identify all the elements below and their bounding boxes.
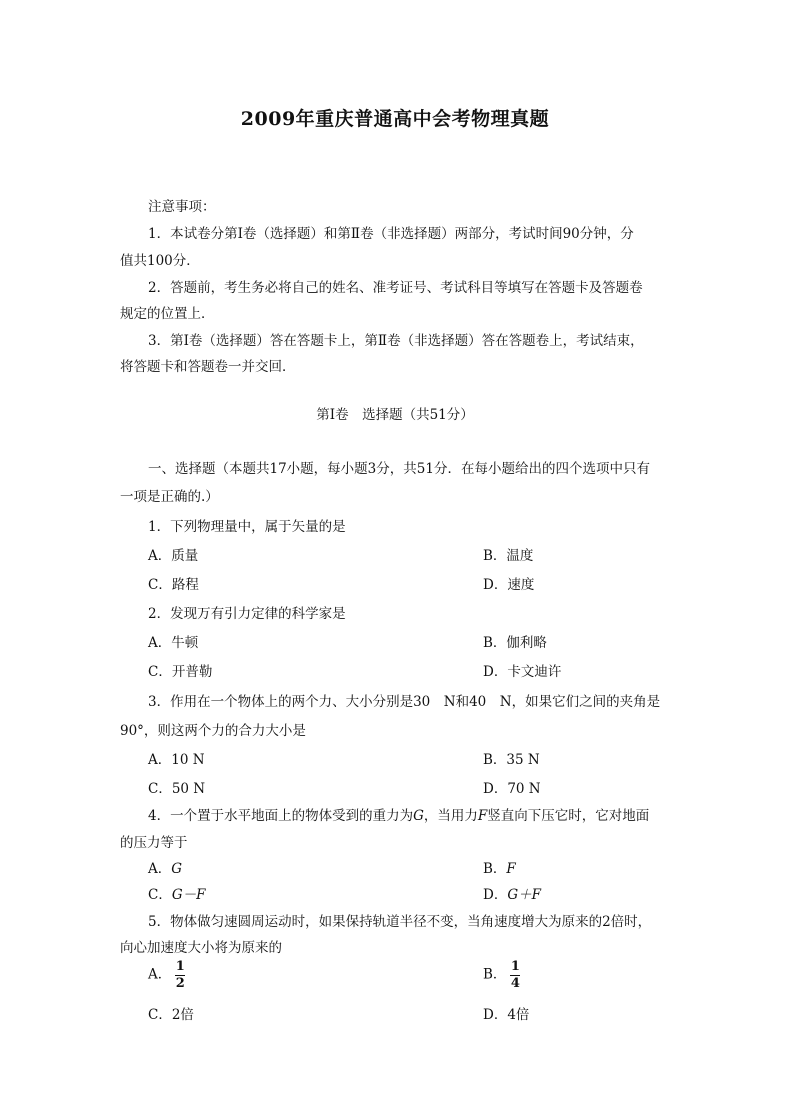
question-1-option-a: A．质量 xyxy=(148,548,199,564)
option-label: C． xyxy=(148,887,172,903)
question-5-stem-cont: 向心加速度大小将为原来的 xyxy=(120,940,282,956)
page-title: 2009年重庆普通高中会考物理真题 xyxy=(240,108,550,130)
fraction-one-quarter xyxy=(510,960,520,990)
notice-heading: 注意事项： xyxy=(148,199,216,215)
question-3-stem: 3．作用在一个物体上的两个力、大小分别是30 N和40 N，如果它们之间的夹角是 xyxy=(148,694,661,710)
option-label: B． xyxy=(483,966,507,983)
fraction-one-half xyxy=(175,960,185,990)
question-1-stem: 1．下列物理量中，属于矢量的是 xyxy=(148,519,346,535)
question-4-symbol-g: G xyxy=(413,808,424,824)
option-value: F xyxy=(506,861,516,877)
question-3-option-b: B．35 N xyxy=(483,752,540,768)
question-2-stem: 2．发现万有引力定律的科学家是 xyxy=(148,606,346,622)
question-5-stem: 5．物体做匀速圆周运动时，如果保持轨道半径不变，当角速度增大为原来的2倍时， xyxy=(148,914,652,930)
question-4-stem-mid: ，当用力 xyxy=(423,808,478,824)
notice-line-3: 3．第Ⅰ卷（选择题）答在答题卡上，第Ⅱ卷（非选择题）答在答题卷上，考试结束， xyxy=(148,333,644,349)
intro-line-2: 一项是正确的.） xyxy=(120,489,219,505)
notice-line-2-cont: 规定的位置上． xyxy=(120,306,215,322)
question-4-option-b xyxy=(483,857,516,877)
fraction-denominator: 4 xyxy=(510,975,520,991)
notice-line-2: 2．答题前，考生务必将自己的姓名、准考证号、考试科目等填写在答题卡及答题卷 xyxy=(148,280,643,296)
notice-line-1: 1．本试卷分第Ⅰ卷（选择题）和第Ⅱ卷（非选择题）两部分，考试时间90分钟，分 xyxy=(148,226,634,242)
question-4-stem-cont: 的压力等于 xyxy=(120,835,188,851)
question-5-option-d: D．4倍 xyxy=(483,1007,530,1023)
question-4-option-d xyxy=(483,883,541,903)
intro-line-1: 一、选择题（本题共17小题，每小题3分，共51分．在每小题给出的四个选项中只有 xyxy=(148,461,650,477)
fraction-numerator: 1 xyxy=(175,959,185,974)
question-1-option-d: D．速度 xyxy=(483,577,535,593)
question-4-stem xyxy=(148,804,649,824)
question-2-option-c: C．开普勒 xyxy=(148,664,213,680)
option-value: G xyxy=(171,861,183,877)
option-label: D． xyxy=(483,887,508,903)
question-4-stem-post: 竖直向下压它时，它对地面 xyxy=(487,808,650,824)
question-3-option-c: C．50 N xyxy=(148,781,206,797)
section-title: 第Ⅰ卷 选择题（共51分） xyxy=(316,407,474,423)
option-label: A． xyxy=(148,861,172,877)
question-3-option-d: D．70 N xyxy=(483,781,541,797)
notice-line-1-cont: 值共100分． xyxy=(120,253,200,269)
option-value: G－F xyxy=(171,887,206,903)
question-2-option-b: B．伽利略 xyxy=(483,635,547,651)
question-5-option-c: C．2倍 xyxy=(148,1007,194,1023)
fraction-numerator: 1 xyxy=(510,959,520,974)
question-5-option-b xyxy=(483,960,520,990)
question-4-option-c xyxy=(148,883,206,903)
question-4-option-a xyxy=(148,857,182,877)
question-1-option-c: C．路程 xyxy=(148,577,199,593)
question-4-stem-pre: 4．一个置于水平地面上的物体受到的重力为 xyxy=(148,808,414,824)
option-label: A． xyxy=(148,966,172,983)
question-1-option-b: B．温度 xyxy=(483,548,534,564)
question-3-option-a: A．10 N xyxy=(148,752,205,768)
question-3-stem-cont: 90°，则这两个力的合力大小是 xyxy=(120,723,306,739)
notice-line-3-cont: 将答题卡和答题卷一并交回． xyxy=(120,359,296,375)
question-2-option-d: D．卡文迪许 xyxy=(483,664,562,680)
question-5-option-a xyxy=(148,960,185,990)
option-value: G＋F xyxy=(507,887,541,903)
option-label: B． xyxy=(483,861,507,877)
fraction-denominator: 2 xyxy=(175,975,185,991)
question-4-symbol-f: F xyxy=(477,808,488,824)
question-2-option-a: A．牛顿 xyxy=(148,635,199,651)
